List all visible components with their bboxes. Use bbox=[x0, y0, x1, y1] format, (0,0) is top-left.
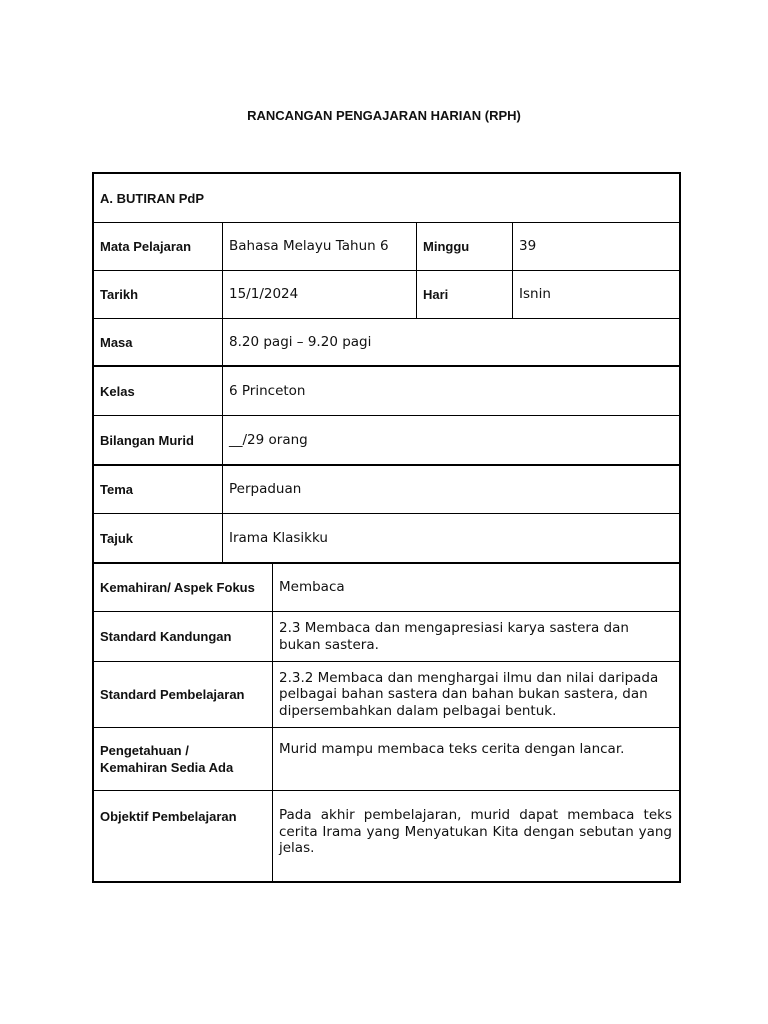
table-row-tarikh bbox=[94, 270, 679, 318]
kelas-value: 6 Princeton bbox=[229, 382, 306, 399]
standard-pembelajaran-value: 2.3.2 Membaca dan menghargai ilmu dan nilai daripada pelbagai bahan sastera dan bahan bukan sastera, dan dipersembahkan dalam pelbagai bentuk. bbox=[279, 669, 659, 719]
pengetahuan-label bbox=[100, 742, 233, 776]
pengetahuan-label-line2: Kemahiran Sedia Ada bbox=[100, 760, 234, 775]
table-row-masa bbox=[94, 318, 679, 365]
table-row-standard-kandungan bbox=[94, 611, 679, 661]
table-row-mata-pelajaran bbox=[94, 222, 679, 270]
minggu-value: 39 bbox=[519, 238, 537, 255]
kelas-label: Kelas bbox=[100, 383, 135, 399]
masa-value: 8.20 pagi – 9.20 pagi bbox=[229, 333, 372, 350]
table-row-kemahiran bbox=[94, 562, 679, 611]
pengetahuan-value: Murid mampu membaca teks cerita dengan lancar. bbox=[279, 741, 625, 757]
table-row-objektif bbox=[94, 790, 679, 881]
table-row-standard-pembelajaran bbox=[94, 661, 679, 727]
objektif-label: Objektif Pembelajaran bbox=[100, 809, 237, 824]
pengetahuan-label-line1: Pengetahuan / bbox=[100, 743, 189, 758]
minggu-label: Minggu bbox=[423, 239, 470, 254]
section-heading: A. BUTIRAN PdP bbox=[100, 190, 204, 206]
standard-kandungan-label: Standard Kandungan bbox=[100, 629, 232, 644]
objektif-value: Pada akhir pembelajaran, murid dapat membaca teks cerita Irama yang Menyatukan Kita dengan sebutan yang jelas. bbox=[279, 807, 672, 856]
table-row-kelas bbox=[94, 365, 679, 415]
mata-pelajaran-value: Bahasa Melayu Tahun 6 bbox=[229, 238, 389, 255]
table-row-tajuk bbox=[94, 513, 679, 562]
bilangan-murid-value: __/29 orang bbox=[229, 431, 308, 448]
standard-kandungan-value: 2.3 Membaca dan mengapresiasi karya sastera dan bukan sastera. bbox=[279, 620, 629, 653]
tajuk-value: Irama Klasikku bbox=[229, 529, 328, 546]
mata-pelajaran-label: Mata Pelajaran bbox=[100, 239, 192, 254]
table-row-bilangan-murid bbox=[94, 415, 679, 464]
standard-pembelajaran-label: Standard Pembelajaran bbox=[100, 687, 245, 702]
section-heading-row bbox=[94, 174, 679, 222]
rph-table bbox=[92, 172, 681, 883]
masa-label: Masa bbox=[100, 334, 133, 350]
hari-label: Hari bbox=[423, 287, 449, 302]
tarikh-label: Tarikh bbox=[100, 287, 139, 302]
table-row-tema bbox=[94, 464, 679, 513]
kemahiran-value: Membaca bbox=[279, 579, 345, 596]
tema-label: Tema bbox=[100, 482, 133, 497]
kemahiran-label: Kemahiran/ Aspek Fokus bbox=[100, 580, 255, 595]
tajuk-label: Tajuk bbox=[100, 530, 133, 546]
tema-value: Perpaduan bbox=[229, 481, 302, 498]
table-row-pengetahuan bbox=[94, 727, 679, 790]
document-title: RANCANGAN PENGAJARAN HARIAN (RPH) bbox=[247, 108, 521, 123]
bilangan-murid-label: Bilangan Murid bbox=[100, 432, 194, 448]
tarikh-value: 15/1/2024 bbox=[229, 286, 299, 303]
hari-value: Isnin bbox=[519, 286, 551, 303]
